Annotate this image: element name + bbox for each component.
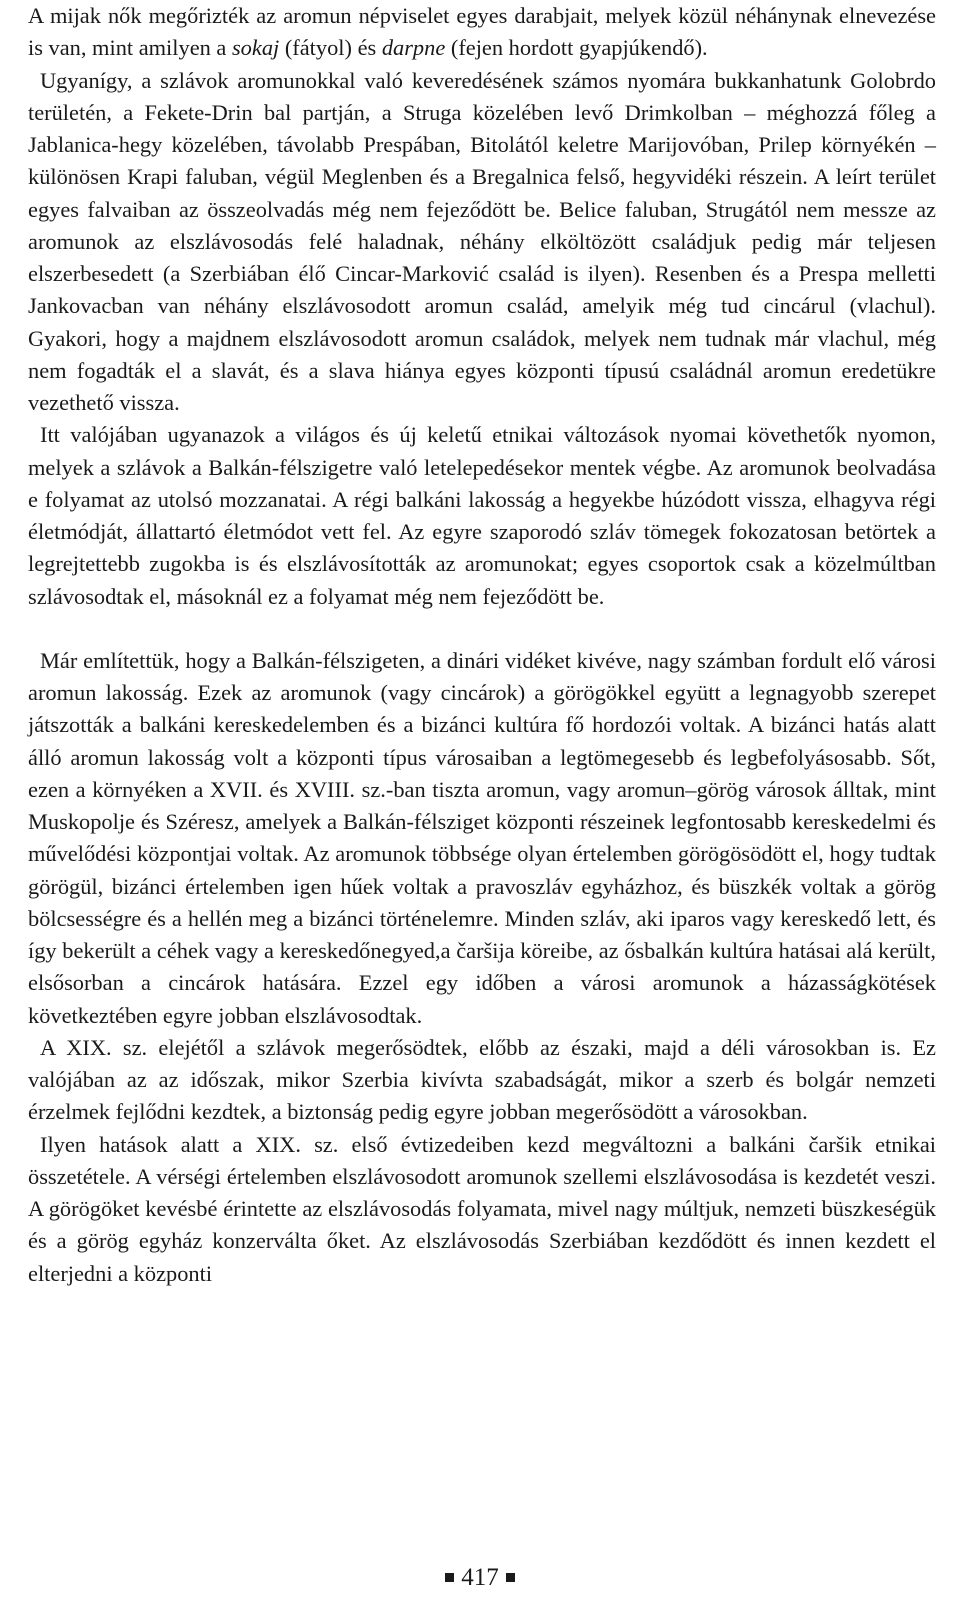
left-square-ornament <box>445 1573 454 1582</box>
paragraph-6: Ilyen hatások alatt a XIX. sz. első évtizedeiben kezd megváltozni a balkáni čaršik etnikai összetétele. A vérségi értelemben elszlávosodott aromunok szellemi elszlávosodása is kezdetét veszi. A görögöket kevésbé érintette az elszlávosodás folyamata, mivel nagy múltjuk, nemzeti büszkeségük és a görög egyház konzerválta őket. Az elszlávosodás Szerbiában kezdődött és innen kezdett el elterjedni a központi <box>28 1131 936 1286</box>
paragraph-1-after: (fejen hordott gyapjúkendő). <box>445 35 708 61</box>
paragraph-1-middle: (fátyol) és <box>279 35 382 61</box>
paragraph-3: Itt valójában ugyanazok a világos és új keletű etnikai változások nyomai követhetők nyomon, melyek a szlávok a Balkán-félszigetre való letelepedésekor mentek végbe. Az aromunok beolvadása e folyamat az utolsó mozzanatai. A régi balkáni lakosság a hegyekbe húzódott vissza, elhagyva régi életmódját, állattartó életmódot vett fel. Az egyre szaporodó szláv tömegek fokozatosan betörtek a legrejtettebb zugokba is és elszlávosították az aromunokat; egyes csoportok csak a közelmúltban szlávosodtak el, másoknál ez a folyamat még nem fejeződött be. <box>28 422 936 609</box>
page-body <box>28 0 936 1290</box>
paragraph-5: A XIX. sz. elejétől a szlávok megerősödtek, előbb az északi, majd a déli városokban is. Ez valójában az az időszak, mikor Szerbia kivívta szabadságát, mikor a szerb és bolgár nemzeti érzelmek fejlődni kezdtek, a biztonság pedig egyre jobban megerősödött a városokban. <box>28 1034 936 1125</box>
term-sokaj: sokaj <box>231 35 280 61</box>
paragraph-4: Már említettük, hogy a Balkán-félszigeten, a dinári vidéket kivéve, nagy számban fordult elő városi aromun lakosság. Ezek az aromunok (vagy cincárok) a görögökkel együtt a legnagyobb szerepet játszották a balkáni kereskedelemben és a bizánci kultúra fő hordozói voltak. A bizánci hatás alatt álló aromun lakosság volt a központi típus városaiban a legtömegesebb és legbefolyásosabb. Sőt, ezen a környéken a XVII. és XVIII. sz.-ban tiszta aromun, vagy aromun–görög városok álltak, mint Muskopolje és Széresz, amelyek a Balkán-félsziget központi részeinek legfontosabb kereskedelmi és művelődési központjai voltak. Az aromunok többsége olyan értelemben görögösödött el, hogy tudtak görögül, bizánci értelemben igen hűek voltak a pravoszláv egyházhoz, és büszkék voltak a görög bölcsességre és a hellén meg a bizánci történelemre. Minden szláv, aki iparos vagy kereskedő lett, és így bekerült a céhek vagy a kereskedőnegyed,a čaršija köreibe, az ősbalkán kultúra hatásai alá került, elsősorban a cincárok hatására. Ezzel egy időben a városi aromunok a házasságkötések következtében egyre jobban elszlávosodtak. <box>28 647 936 1028</box>
right-square-ornament <box>506 1573 515 1582</box>
section-gap <box>28 613 936 645</box>
page-number: 417 <box>461 1564 499 1591</box>
paragraph-1 <box>28 0 936 65</box>
term-darpne: darpne <box>381 35 446 61</box>
page-footer <box>0 1561 960 1595</box>
paragraph-2: Ugyanígy, a szlávok aromunokkal való keveredésének számos nyomára bukkanhatunk Golobrdo területén, a Fekete-Drin bal partján, a Struga közelében levő Drimkolban – méghozzá főleg a Jablanica-hegy közelében, távolabb Prespában, Bitolától keletre Marijovóban, Prilep környékén – különösen Krapi faluban, végül Meglenben és a Bregalnica felső, hegyvidéki részein. A leírt terület egyes falvaiban az összeolvadás még nem fejeződött be. Belice faluban, Strugától nem messze az aromunok az elszlávosodás felé haladnak, néhány elköltözött családjuk pedig már teljesen elszerbesedett (a Szerbiában élő Cincar-Marković család is ilyen). Resenben és a Prespa melletti Jankovacban van néhány elszlávosodott aromun család, amelyik még tud cincárul (vlachul). Gyakori, hogy a majdnem elszlávosodott aromun családok, melyek nem tudnak már vlachul, még nem fogadták el a slavát, és a slava hiánya egyes központi típusú családnál aromun eredetükre vezethető vissza. <box>28 67 936 415</box>
paragraph-1-before: A mijak nők megőrizték az aromun népviselet egyes darabjait, melyek közül néhánynak elnevezése is van, mint amilyen a <box>28 3 936 61</box>
